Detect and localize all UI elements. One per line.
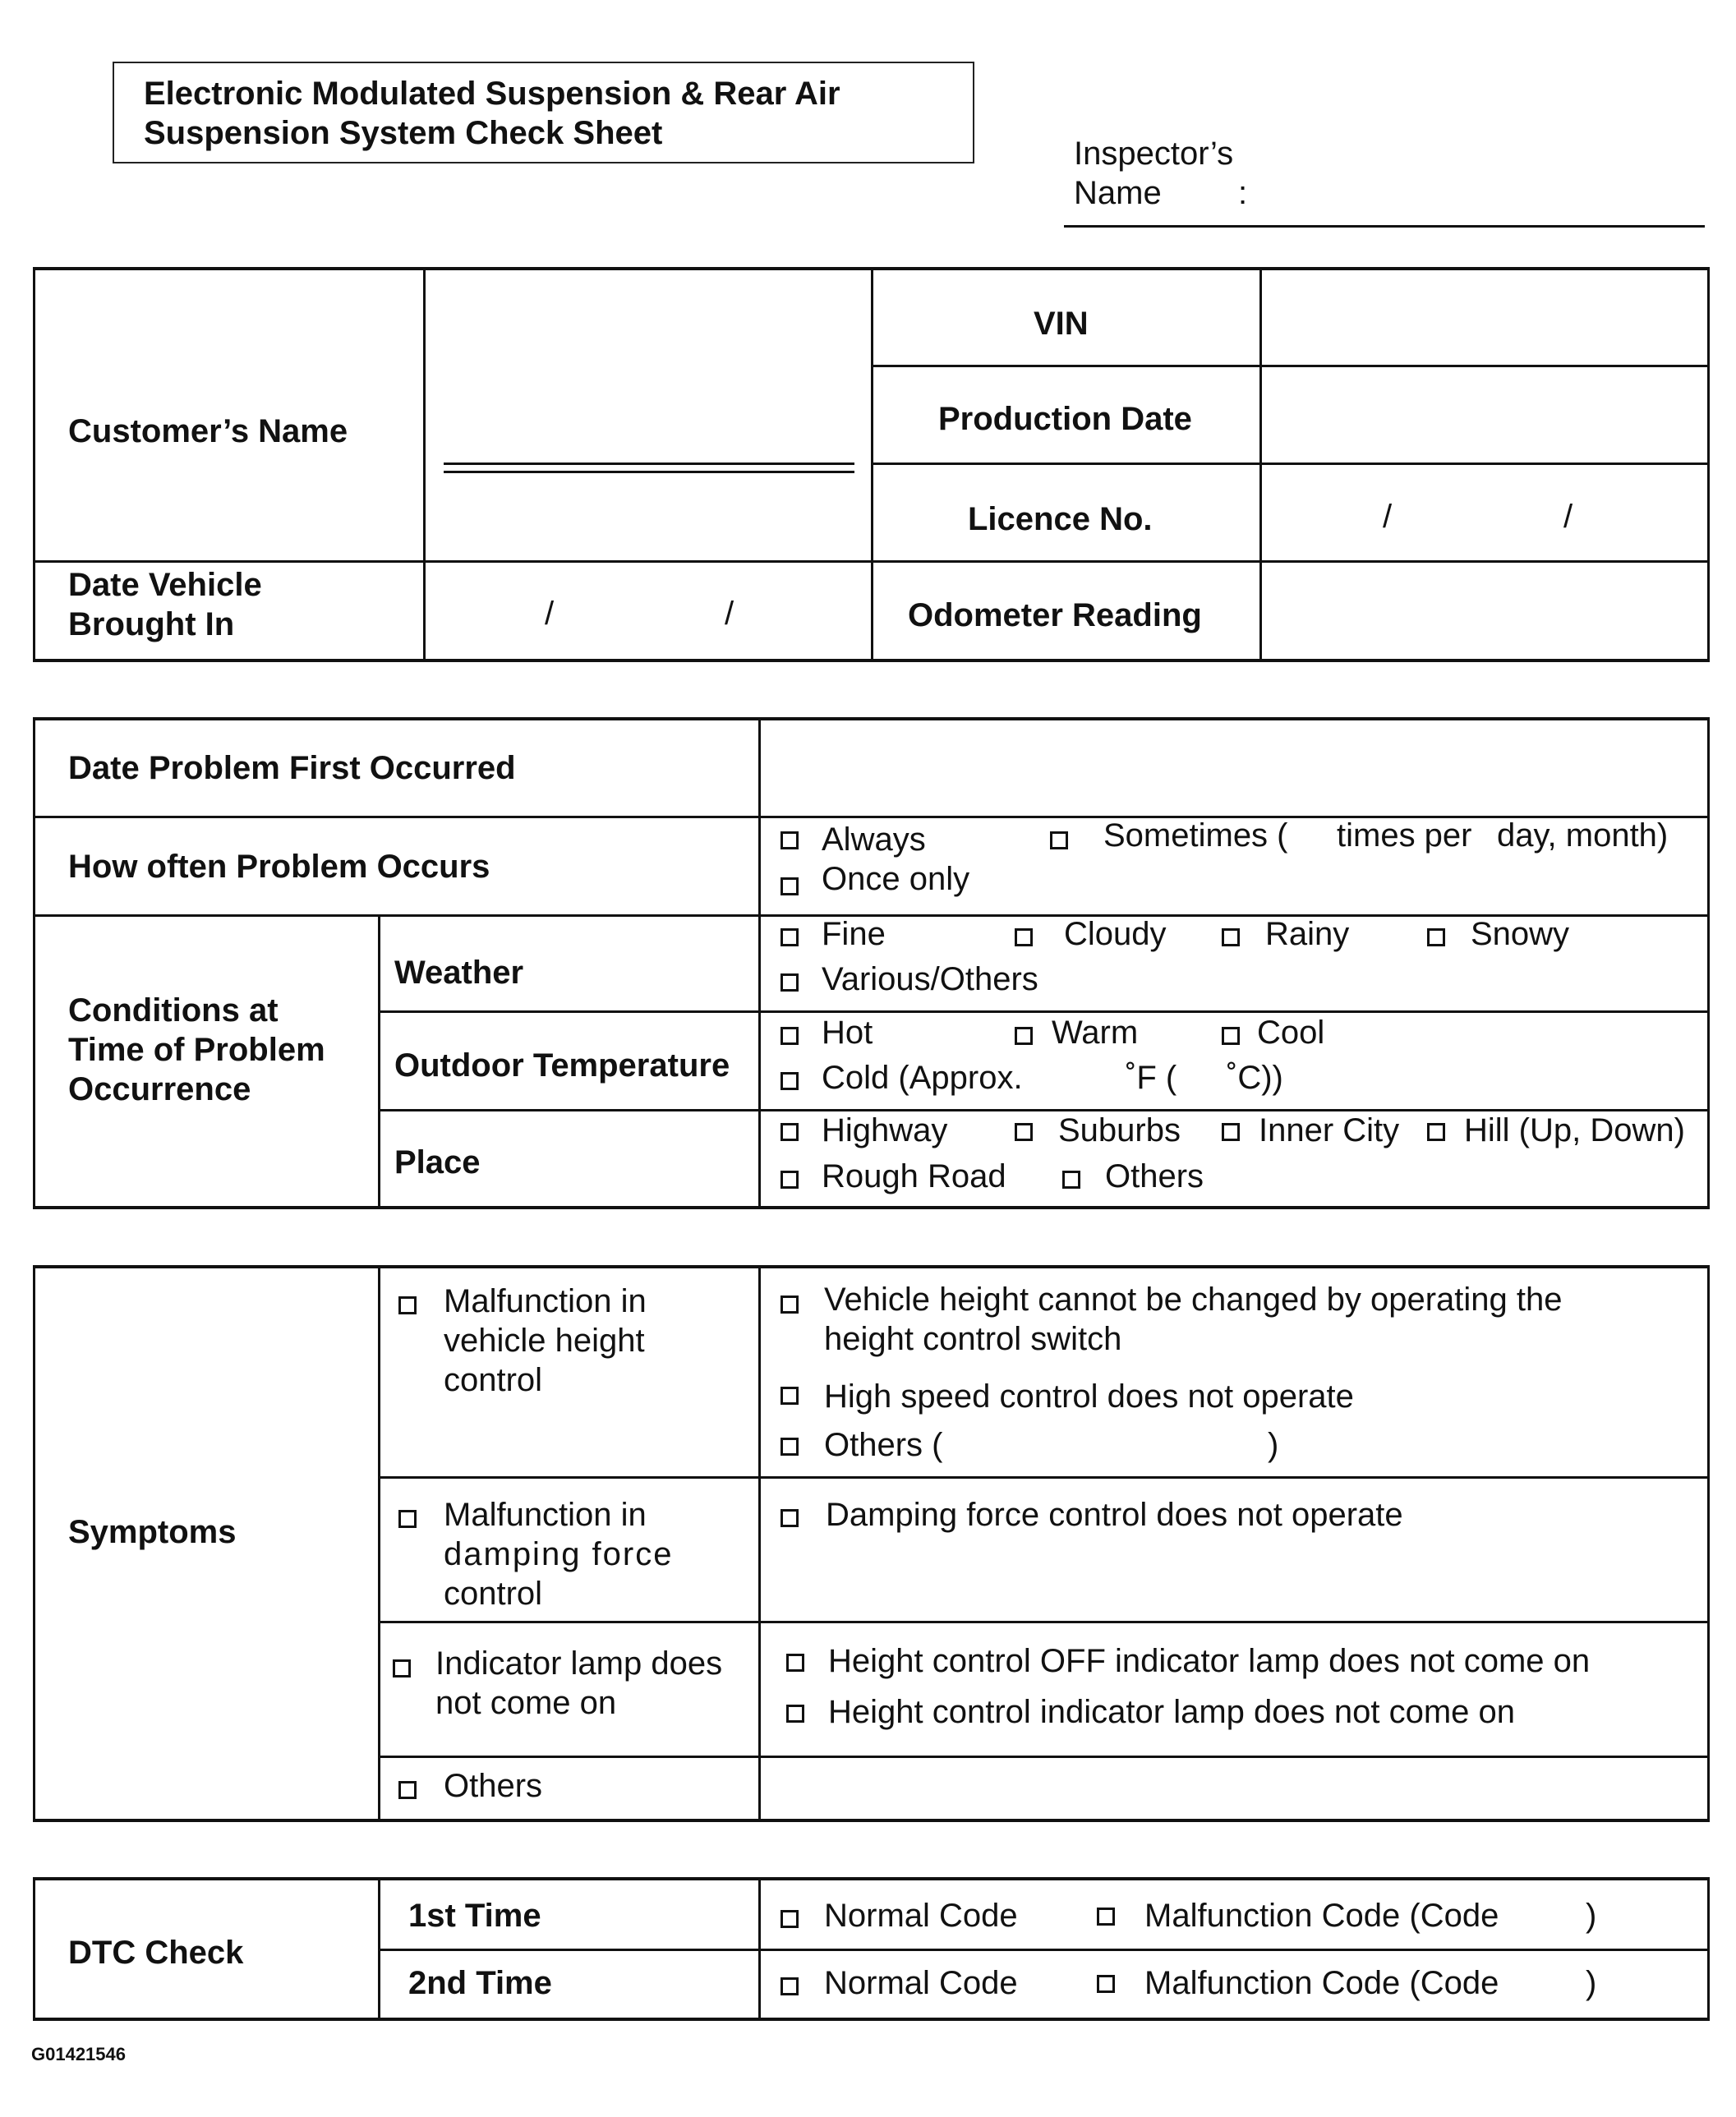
divider xyxy=(378,1877,380,2021)
snowy-option: Snowy xyxy=(1471,916,1570,952)
indicator-lamp-option: Height control indicator lamp does not come on xyxy=(828,1694,1516,1730)
once-only-option: Once only xyxy=(822,861,970,897)
damping-checkbox[interactable] xyxy=(398,1510,417,1528)
height-control-label-1: Malfunction in xyxy=(444,1283,647,1319)
always-checkbox[interactable] xyxy=(781,831,799,849)
height-others-option: Others ( xyxy=(824,1427,943,1463)
divider xyxy=(1707,267,1710,662)
divider xyxy=(1259,267,1262,662)
off-lamp-option: Height control OFF indicator lamp does not come on xyxy=(828,1643,1591,1679)
various-checkbox[interactable] xyxy=(781,973,799,992)
divider xyxy=(758,1877,761,2021)
suburbs-checkbox[interactable] xyxy=(1015,1123,1033,1141)
second-malfunction-option: Malfunction Code (Code xyxy=(1144,1965,1499,2001)
customer-name-line[interactable] xyxy=(444,463,854,465)
once-only-checkbox[interactable] xyxy=(781,877,799,895)
divider xyxy=(378,1010,1710,1013)
licence-no-label: Licence No. xyxy=(968,501,1153,537)
height-control-label-3: control xyxy=(444,1362,543,1398)
cloudy-option: Cloudy xyxy=(1064,916,1167,952)
first-normal-option: Normal Code xyxy=(824,1898,1018,1934)
height-not-changed-line-1: Vehicle height cannot be changed by operating the xyxy=(824,1282,1563,1318)
snowy-checkbox[interactable] xyxy=(1427,928,1445,946)
damping-label-1: Malfunction in xyxy=(444,1497,647,1533)
divider xyxy=(378,1476,1710,1479)
date-brought-label-1: Date Vehicle xyxy=(68,567,262,603)
divider xyxy=(871,463,1710,465)
divider xyxy=(378,914,380,1209)
symptom-others-checkbox[interactable] xyxy=(398,1781,417,1799)
second-normal-checkbox[interactable] xyxy=(781,1977,799,1995)
hot-option: Hot xyxy=(822,1015,873,1051)
second-malfunction-checkbox[interactable] xyxy=(1097,1975,1115,1993)
vin-field[interactable] xyxy=(1265,273,1701,361)
place-label: Place xyxy=(394,1144,481,1180)
dtc-check-label: DTC Check xyxy=(68,1935,244,1971)
fahrenheit-text: ˚F ( xyxy=(1126,1060,1177,1096)
first-malfunction-option: Malfunction Code (Code xyxy=(1144,1898,1499,1934)
high-speed-option: High speed control does not operate xyxy=(824,1378,1354,1415)
indicator-label-2: not come on xyxy=(435,1685,617,1721)
height-control-label-2: vehicle height xyxy=(444,1323,645,1359)
divider xyxy=(33,2018,1710,2021)
suburbs-option: Suburbs xyxy=(1058,1112,1181,1148)
damping-detail-option: Damping force control does not operate xyxy=(826,1497,1403,1533)
vin-label: VIN xyxy=(1034,306,1089,342)
divider xyxy=(1707,1265,1710,1822)
warm-option: Warm xyxy=(1052,1015,1139,1051)
first-malfunction-close: ) xyxy=(1586,1898,1597,1934)
inspector-name-line[interactable] xyxy=(1064,225,1705,228)
divider xyxy=(871,365,1710,367)
outdoor-temp-label: Outdoor Temperature xyxy=(394,1047,730,1084)
customer-name-label: Customer’s Name xyxy=(68,413,348,449)
cloudy-checkbox[interactable] xyxy=(1015,928,1033,946)
date-brought-label-2: Brought In xyxy=(68,606,235,642)
damping-detail-checkbox[interactable] xyxy=(781,1509,799,1527)
always-option: Always xyxy=(822,821,926,858)
hill-checkbox[interactable] xyxy=(1427,1123,1445,1141)
date-brought-field[interactable] xyxy=(429,567,864,656)
damping-label-3: control xyxy=(444,1576,543,1612)
how-often-label: How often Problem Occurs xyxy=(68,849,490,885)
cool-option: Cool xyxy=(1257,1015,1325,1051)
warm-checkbox[interactable] xyxy=(1015,1027,1033,1045)
inspector-label-1: Inspector’s xyxy=(1074,136,1234,172)
divider xyxy=(1707,1877,1710,2021)
second-malfunction-close: ) xyxy=(1586,1965,1597,2001)
production-date-field[interactable] xyxy=(1265,370,1701,458)
sometimes-option: Sometimes ( xyxy=(1103,817,1288,854)
place-others-checkbox[interactable] xyxy=(1062,1171,1080,1189)
divider xyxy=(378,1756,1710,1758)
sometimes-checkbox[interactable] xyxy=(1050,831,1068,849)
second-normal-option: Normal Code xyxy=(824,1965,1018,2001)
divider xyxy=(33,1877,1710,1880)
divider xyxy=(871,267,873,662)
conditions-label-1: Conditions at xyxy=(68,992,279,1029)
inner-city-checkbox[interactable] xyxy=(1222,1123,1240,1141)
date-first-occurred-field[interactable] xyxy=(764,723,1701,812)
hill-option: Hill (Up, Down) xyxy=(1464,1112,1685,1148)
divider xyxy=(33,1265,1710,1268)
licence-sep-1: / xyxy=(1383,499,1393,535)
various-option: Various/Others xyxy=(822,961,1038,997)
inspector-label-2: Name xyxy=(1074,175,1162,211)
divider xyxy=(33,717,1710,720)
inspector-colon: : xyxy=(1238,175,1248,211)
cold-checkbox[interactable] xyxy=(781,1072,799,1090)
first-malfunction-checkbox[interactable] xyxy=(1097,1908,1115,1926)
rough-road-checkbox[interactable] xyxy=(781,1171,799,1189)
height-control-checkbox[interactable] xyxy=(398,1296,417,1314)
production-date-label: Production Date xyxy=(938,401,1192,437)
divider xyxy=(423,267,426,662)
rainy-checkbox[interactable] xyxy=(1222,928,1240,946)
highway-checkbox[interactable] xyxy=(781,1123,799,1141)
divider xyxy=(33,1206,1710,1209)
times-per-text: times per xyxy=(1337,817,1472,854)
dtc-first-label: 1st Time xyxy=(408,1898,541,1934)
customer-name-line-2 xyxy=(444,471,854,473)
indicator-checkbox[interactable] xyxy=(393,1659,411,1677)
height-others-close: ) xyxy=(1268,1427,1279,1463)
damping-label-2: damping force xyxy=(444,1536,674,1572)
date-sep-1: / xyxy=(545,596,555,632)
highway-option: Highway xyxy=(822,1112,948,1148)
date-sep-2: / xyxy=(725,596,734,632)
divider xyxy=(758,717,761,1209)
licence-sep-2: / xyxy=(1563,499,1573,535)
divider xyxy=(33,267,35,662)
divider xyxy=(33,1877,35,2021)
symptom-others-field[interactable] xyxy=(764,1762,1701,1816)
divider xyxy=(33,717,35,1209)
inner-city-option: Inner City xyxy=(1259,1112,1400,1148)
rough-road-option: Rough Road xyxy=(822,1158,1006,1194)
first-normal-checkbox[interactable] xyxy=(781,1910,799,1928)
divider xyxy=(33,1819,1710,1822)
dtc-second-label: 2nd Time xyxy=(408,1965,552,2001)
rainy-option: Rainy xyxy=(1265,916,1350,952)
fine-option: Fine xyxy=(822,916,886,952)
symptom-others-option: Others xyxy=(444,1768,543,1804)
fine-checkbox[interactable] xyxy=(781,928,799,946)
divider xyxy=(758,1265,761,1822)
weather-label: Weather xyxy=(394,955,524,991)
conditions-label-3: Occurrence xyxy=(68,1071,251,1107)
conditions-label-2: Time of Problem xyxy=(68,1032,325,1068)
divider xyxy=(33,1265,35,1822)
day-month-text: day, month) xyxy=(1497,817,1669,854)
off-lamp-checkbox[interactable] xyxy=(786,1654,804,1672)
height-not-changed-line-2: height control switch xyxy=(824,1321,1122,1357)
height-others-checkbox[interactable] xyxy=(781,1438,799,1456)
divider xyxy=(1707,717,1710,1209)
licence-no-field[interactable] xyxy=(1265,468,1701,557)
odometer-label: Odometer Reading xyxy=(908,597,1202,633)
hot-checkbox[interactable] xyxy=(781,1027,799,1045)
divider xyxy=(378,1621,1710,1623)
title-line-2: Suspension System Check Sheet xyxy=(144,115,663,151)
symptoms-label: Symptoms xyxy=(68,1514,237,1550)
title-line-1: Electronic Modulated Suspension & Rear Air xyxy=(144,76,840,112)
indicator-lamp-checkbox[interactable] xyxy=(786,1705,804,1723)
height-not-changed-checkbox[interactable] xyxy=(781,1296,799,1314)
high-speed-checkbox[interactable] xyxy=(781,1387,799,1405)
divider xyxy=(378,1109,1710,1111)
figure-code: G01421546 xyxy=(31,2044,126,2064)
odometer-field[interactable] xyxy=(1265,567,1701,656)
date-first-occurred-label: Date Problem First Occurred xyxy=(68,750,516,786)
cold-option: Cold (Approx. xyxy=(822,1060,1023,1096)
celsius-text: ˚C)) xyxy=(1227,1060,1283,1096)
indicator-label-1: Indicator lamp does xyxy=(435,1645,723,1682)
divider xyxy=(378,1265,380,1822)
divider xyxy=(378,1949,1710,1951)
cool-checkbox[interactable] xyxy=(1222,1027,1240,1045)
place-others-option: Others xyxy=(1105,1158,1204,1194)
